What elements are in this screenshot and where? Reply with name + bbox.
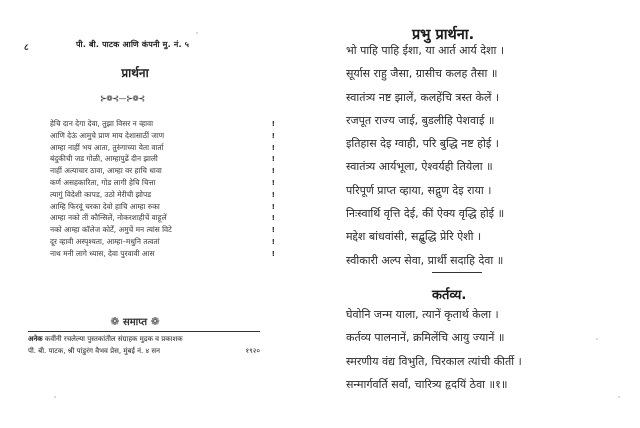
left-page — [0, 0, 300, 428]
scan-speck — [618, 396, 620, 398]
verse-line: रजपूत राज्य जाई, बुडलीहि पेशवाई ॥ — [346, 113, 495, 127]
verse-line: मद्देश बांधवांसी, सद्बुद्धि प्रेरि ऐशी । — [346, 230, 482, 244]
section-title: कर्तव्य. — [432, 288, 467, 303]
verse-mark: ! — [271, 166, 275, 176]
verse-line: सूर्यास राहु जैसा, ग्रासीच कलह तैसा ॥ — [346, 67, 498, 81]
imprint-year: १९२० — [245, 347, 260, 355]
verse-line: कर्तव्य पालनानें, क्रमिलेंचि आयु ज्यानें ॥ — [346, 331, 505, 345]
verse-mark: ! — [271, 142, 275, 152]
page-number: ८ — [24, 43, 29, 53]
end-heading — [0, 314, 270, 328]
imprint-text — [28, 333, 183, 345]
verse-line — [50, 130, 275, 142]
verse-text: आम्हा नाहीं भय आता, तुरुंगाच्या येता वार्ता — [50, 142, 164, 152]
page-title: प्रार्थना — [121, 66, 149, 80]
verse-text: त्यागुं विदेशी कापड, उठो मेरीची झोपड — [50, 189, 152, 199]
scan-speck — [196, 32, 198, 34]
verse-line: भो पाहि पाहि ईशा, या आर्त आर्य देशा । — [346, 44, 505, 57]
verse-mark: ! — [271, 201, 275, 211]
imprint-text: पी. बी. पाटक, श्री पांडुरंग वैभव प्रेस, मुंबई नं. ४ सन — [28, 347, 160, 355]
verse-line — [50, 118, 275, 130]
verse-line: स्वातंत्र्य नष्ट झालें, कलहेंचि त्रस्त केलें । — [346, 90, 500, 104]
verse-line: स्वीकारी अल्प सेवा, प्रार्थी सदाहि देवा ॥ — [346, 253, 504, 267]
verse-mark: ! — [271, 177, 275, 187]
verse-line — [50, 224, 275, 236]
verse-text: आम्हि फिरवूं चरका देवो हाचि आम्हा रुका — [50, 201, 160, 211]
verse-line: घेवोनि जन्म याला, त्यानें कृतार्थ केला । — [346, 308, 499, 321]
verse-line — [50, 142, 275, 154]
verse-mark: ! — [271, 189, 275, 199]
verse-mark: ! — [271, 213, 275, 223]
verse-text: बंदुकीची जड गोळी, आम्हापुढें दीन झाली — [50, 154, 158, 164]
flower-ornament-icon: ❁ — [110, 315, 120, 328]
verse-line — [50, 212, 275, 224]
verse-text: कर्ण असहकारिता, गोड लागी हेचि चित्ता — [50, 177, 156, 187]
verse-text: हेचि दान देगा देवा, तुझा विसर न व्हावा — [50, 119, 154, 128]
imprint-line-2 — [28, 345, 260, 357]
verse-line — [50, 248, 275, 260]
verse-line — [50, 177, 275, 189]
verse-line — [50, 189, 275, 201]
section-divider — [432, 272, 482, 273]
verse-mark: ! — [271, 119, 275, 128]
verse-line — [50, 236, 275, 248]
verse-text: नको आम्हा कॉलेज कोर्टें, अमुचें मन त्यांस विटे — [50, 225, 172, 235]
duty-verse-list — [346, 303, 522, 396]
page-title: प्रभु प्रार्थना. — [412, 27, 475, 43]
imprint-rest: कवींनी रचलेल्या पुस्तकांतील संग्राहक मुद्रक व प्रकाशक — [44, 335, 183, 343]
verse-mark: ! — [271, 236, 275, 246]
ornament-divider-icon: ⊱❁⊰—⊱❁⊰ — [100, 94, 145, 103]
imprint-bold-word: अनेक — [28, 335, 43, 343]
verse-text: आणि देऊं आमुचे प्राण माय देशासाठीं जाण — [50, 130, 165, 140]
verse-line: इतिहास देइ ग्वाही, परि बुद्धि नष्ट होई । — [346, 137, 499, 151]
verse-line: निःस्वार्थि वृत्ति देई, कीं ऐक्य वृद्धि होई ॥ — [346, 207, 505, 221]
imprint-line-1 — [28, 333, 260, 345]
verse-mark: ! — [271, 225, 275, 235]
verse-text: दूर व्हावी अस्पृश्यता, आम्हा–मधुनि तत्वतां — [50, 236, 160, 246]
running-head: पी. बी. पाटक आणि कंपनी मु. नं. ५ — [76, 40, 190, 49]
verse-text: नाथ मनी लागे ध्यास, देवा पुरवावी आस — [50, 248, 155, 258]
right-page — [320, 0, 640, 428]
verse-line: स्वातंत्र्य आर्यभूला, ऐश्वर्यही तियेला ॥ — [346, 160, 493, 174]
verse-mark: ! — [271, 154, 275, 164]
horizontal-rule — [28, 331, 260, 332]
prayer-verse-list — [346, 39, 504, 272]
verse-line: सन्मार्गवर्ति सर्वां, चारित्र्य हृदयिं ठेवा ॥१॥ — [346, 377, 508, 391]
verse-line: स्मरणीय वंद्य विभुति, चिरकाल त्यांची कीर्ती । — [346, 354, 522, 368]
verse-line — [50, 201, 275, 213]
scan-speck — [596, 338, 598, 340]
verse-text: आम्हा नको तीं कौन्सिलें, नोकरशाहीचें वाहूलें — [50, 213, 167, 223]
verse-text: नाहीं अत्याचार ठावा, आम्हा वर हाचि धावा — [50, 166, 162, 176]
verse-mark: ! — [271, 130, 275, 140]
verse-line — [50, 153, 275, 165]
end-heading-text: समाप्त — [122, 317, 148, 328]
flower-ornament-icon: ❁ — [150, 315, 160, 328]
verse-list — [50, 118, 275, 260]
publisher-imprint — [28, 333, 260, 357]
verse-mark: ! — [271, 248, 275, 258]
verse-line — [50, 165, 275, 177]
scan-speck — [54, 396, 56, 398]
verse-line: परिपूर्ण प्राप्त व्हाया, सद्गुण देइ राया । — [346, 183, 492, 197]
